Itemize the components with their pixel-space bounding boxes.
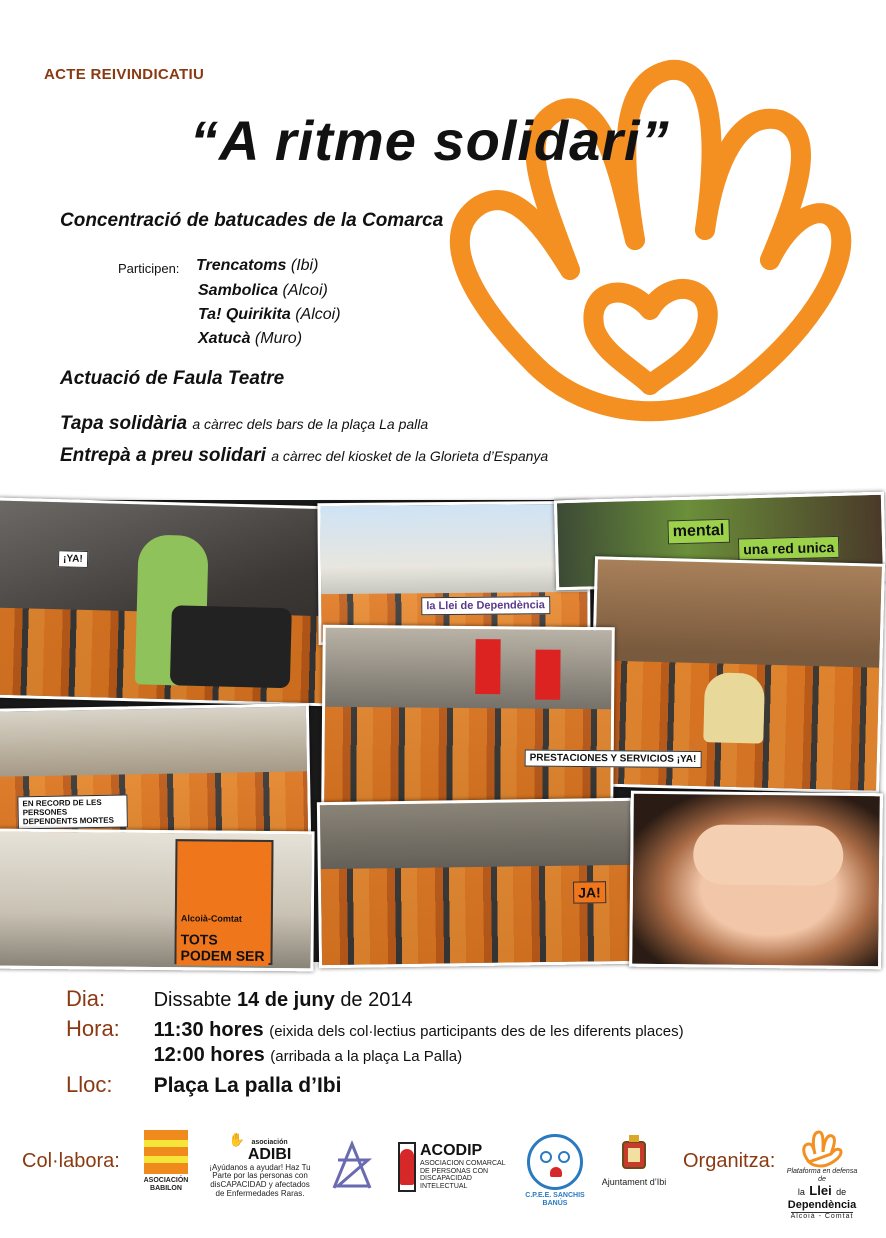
participants-label: Participen:: [118, 261, 180, 276]
coat-of-arms-icon: [620, 1134, 648, 1176]
photo-crowd-seated: [317, 798, 635, 968]
day-prefix: Dissabte: [153, 989, 232, 1011]
day-suffix: de 2014: [340, 989, 413, 1011]
event-title: “A ritme solidari”: [190, 109, 670, 172]
participant-group: [198, 306, 341, 324]
organizes-label: Organitza:: [683, 1150, 776, 1172]
photo-sign: PRESTACIONES Y SERVICIOS ¡YA!: [525, 749, 702, 768]
az-logo: [330, 1140, 376, 1192]
photo-sign: una red unica: [738, 536, 840, 561]
photo-sign: EN RECORD DE LES PERSONES DEPENDENTS MORTES: [17, 794, 128, 829]
event-kicker: ACTE REIVINDICATIU: [44, 66, 205, 83]
time-2-note: (arribada a la plaça La Palla): [270, 1048, 463, 1065]
hands-icon: ✋: [228, 1132, 245, 1147]
group-name: Xatucà: [198, 330, 251, 347]
babilon-logo: ASOCIACIÓN BABILON: [138, 1130, 194, 1192]
group-place: (Alcoi): [295, 306, 341, 323]
photo-alcoia-sign: [0, 829, 315, 972]
time-label: Hora:: [66, 1016, 120, 1041]
group-name: Sambolica: [198, 282, 279, 299]
day-date: 14 de juny: [236, 989, 335, 1011]
time-2: 12:00 hores: [153, 1044, 265, 1066]
hand-heart-icon: [799, 1128, 845, 1168]
tapa-name: Tapa solidària: [60, 413, 188, 434]
tapa-line: [60, 413, 428, 435]
participant-group: [196, 257, 318, 275]
photo-street-banner: [317, 501, 590, 645]
collaborates-label: Col·labora:: [22, 1150, 120, 1172]
photo-sign: Alcoià-Comtat: [177, 911, 246, 926]
photo-sign: JA!: [573, 881, 606, 903]
group-name: Trencatoms: [196, 257, 287, 274]
participant-group: [198, 330, 302, 348]
tapa-detail: a càrrec dels bars de la plaça La palla: [192, 416, 429, 432]
event-day: [66, 986, 413, 1012]
event-time-2: [66, 1044, 462, 1067]
group-name: Ta! Quirikita: [198, 306, 291, 323]
time-1-note: (eixida dels col·lectius participants des de les diferents places): [269, 1023, 684, 1040]
participant-group: [198, 282, 328, 300]
entrepa-name: Entrepà a preu solidari: [60, 445, 266, 466]
photo-street-memorial: [0, 703, 311, 844]
place-name: Plaça La palla d’Ibi: [153, 1074, 342, 1097]
entrepa-line: [60, 445, 548, 467]
photo-sign: ¡YA!: [58, 550, 88, 568]
day-label: Dia:: [66, 986, 106, 1011]
photo-march-flags: [321, 625, 697, 810]
acodip-logo: ACODIP ASOCIACION COMARCAL DE PERSONAS CON DISCAPACIDAD INTELECTUAL: [398, 1142, 510, 1192]
photo-sign: la Llei de Dependència: [421, 596, 550, 615]
time-1: 11:30 hores: [153, 1019, 264, 1041]
event-time-1: [66, 1016, 684, 1042]
hand-heart-logo: [420, 40, 850, 440]
photo-child-face: [629, 791, 883, 970]
group-place: (Muro): [254, 330, 303, 347]
theatre-heading: Actuació de Faula Teatre: [60, 368, 285, 389]
group-place: (Ibi): [290, 257, 319, 274]
concentration-heading: Concentració de batucades de la Comarca: [60, 210, 444, 231]
plataforma-logo: Plataforma en defensa de la Llei de Dependència Alcoià - Comtat: [782, 1128, 862, 1221]
event-place: [66, 1072, 341, 1098]
group-place: (Alcoi): [282, 282, 328, 299]
adibi-logo: ✋ asociación ADIBI ¡Ayúdanos a ayudar! Haz Tu Parte por las personas con disCAPACIDAD y afectados de Enfermedades Raras.: [209, 1132, 311, 1199]
ajuntament-logo: Ajuntament d’Ibi: [598, 1134, 670, 1188]
entrepa-detail: a càrrec del kiosket de la Glorieta d’Espanya: [271, 448, 549, 464]
place-label: Lloc:: [66, 1072, 113, 1097]
photo-collage: [0, 500, 875, 962]
photo-sign: mental: [667, 519, 729, 545]
photo-wheelchair-march: [0, 498, 337, 707]
photo-sign: TOTS PODEM SER: [176, 929, 268, 966]
cpee-logo: C.P.E.E. SANCHIS BANÚS: [524, 1134, 586, 1207]
